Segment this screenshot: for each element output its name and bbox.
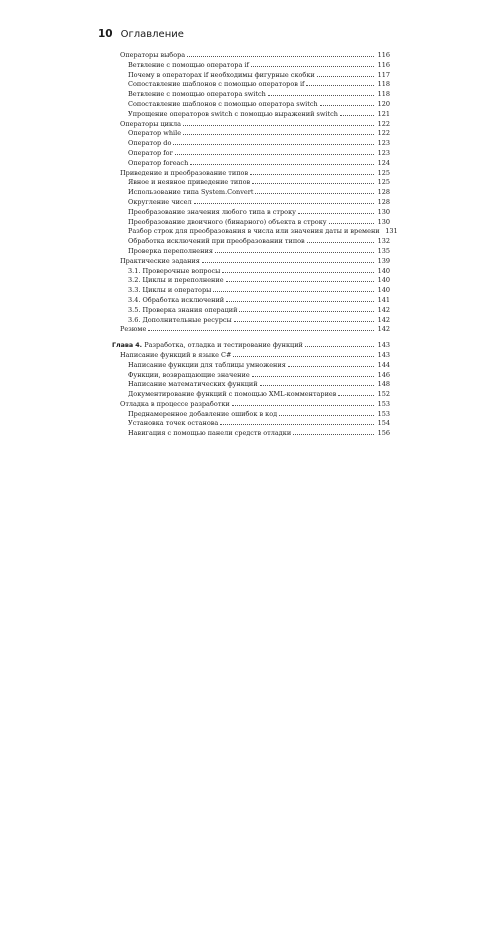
toc-entry <box>112 379 390 389</box>
toc-page-number: 128 <box>377 197 390 206</box>
toc-entry-title: Написание функции для таблицы умножения <box>128 360 286 369</box>
dot-leader <box>255 187 374 194</box>
dot-leader <box>329 217 374 224</box>
toc-entry-title: Документирование функций с помощью XML-комментариев <box>128 390 337 399</box>
toc-entry <box>112 350 390 360</box>
toc-entry-title: Явное и неявное приведение типов <box>128 178 251 187</box>
toc-entry <box>112 99 390 109</box>
toc-entry <box>112 109 390 119</box>
toc-entry-title: 3.4. Обработка исключений <box>128 295 225 304</box>
dot-leader <box>213 285 374 292</box>
toc-entry-title: Функции, возвращающие значение <box>128 370 250 379</box>
toc-page-number: 131 <box>385 227 398 236</box>
toc-entry-title: Установка точек останова <box>128 419 219 428</box>
dot-leader <box>220 418 374 425</box>
dot-leader <box>260 379 374 386</box>
toc-page-number: 128 <box>377 188 390 197</box>
toc-page-number: 116 <box>377 51 390 59</box>
dot-leader <box>148 324 374 331</box>
page-number: 10 <box>98 28 113 40</box>
dot-leader <box>175 148 374 155</box>
toc-entry-title: Обработка исключений при преобразовании типов <box>128 237 305 246</box>
toc-entry-title: Ветвление с помощью оператора if <box>128 60 249 69</box>
toc-entry <box>112 389 390 399</box>
dot-leader <box>320 99 374 106</box>
toc-page-number: 122 <box>377 129 390 138</box>
toc-entry-title: Упрощение операторов switch с помощью выражений switch <box>128 109 338 118</box>
dot-leader <box>202 256 374 263</box>
toc-entry-title: 3.3. Циклы и операторы <box>128 286 212 295</box>
toc-entry-title: Преобразование значения любого типа в строку <box>128 207 296 216</box>
toc-entry <box>112 168 390 178</box>
dot-leader <box>226 275 374 282</box>
toc-chapter-entry <box>112 340 390 350</box>
toc-entry-title: Оператор while <box>128 129 182 138</box>
toc-entry <box>112 256 390 266</box>
toc-entry-title: Ветвление с помощью оператора switch <box>128 90 266 99</box>
toc-entry-title: Практические задания <box>120 256 200 265</box>
toc-entry-title: 3.6. Дополнительные ресурсы <box>128 315 232 324</box>
toc-page-number: 118 <box>377 80 390 89</box>
toc-page-number: 130 <box>377 217 390 226</box>
toc-page-number: 153 <box>377 399 390 408</box>
toc-entry <box>112 360 390 370</box>
toc-entry <box>112 399 390 409</box>
toc-page-number: 148 <box>377 380 390 389</box>
toc-page-number: 153 <box>377 409 390 418</box>
toc-entry <box>112 324 390 334</box>
toc-entry <box>112 187 390 197</box>
dot-leader <box>173 138 374 145</box>
toc-entry <box>112 409 390 419</box>
toc-entry-title: Преднамеренное добавление ошибок в код <box>128 409 278 418</box>
toc-entry <box>112 226 398 236</box>
table-of-contents <box>112 50 398 438</box>
toc-entry <box>112 158 390 168</box>
toc-page-number: 121 <box>377 109 390 118</box>
dot-leader <box>288 360 374 367</box>
toc-entry <box>112 315 390 325</box>
toc-page-number: 140 <box>377 286 390 295</box>
toc-entry <box>112 236 390 246</box>
dot-leader <box>183 119 374 126</box>
toc-entry <box>112 79 390 89</box>
toc-entry-title: Написание функций в языке C# <box>120 350 232 359</box>
dot-leader <box>252 177 374 184</box>
toc-entry <box>112 50 390 60</box>
chapter-title: Разработка, отладка и тестирование функций <box>144 341 303 350</box>
toc-entry-title: Сопоставление шаблонов с помощью оператора switch <box>128 99 318 108</box>
toc-page-number: 140 <box>377 266 390 275</box>
dot-leader <box>183 128 374 135</box>
toc-page-number: 123 <box>377 139 390 148</box>
toc-entry <box>112 305 390 315</box>
toc-entry <box>112 207 390 217</box>
toc-page-number: 143 <box>377 341 390 350</box>
toc-entry <box>112 285 390 295</box>
toc-page-number: 144 <box>377 360 390 369</box>
toc-page-number: 125 <box>377 178 390 187</box>
toc-entry-title: Оператор do <box>128 139 172 148</box>
toc-page-number: 140 <box>377 276 390 285</box>
toc-page-number: 124 <box>377 158 390 167</box>
toc-page-number: 132 <box>377 237 390 246</box>
toc-entry-title: Оператор foreach <box>128 158 189 167</box>
toc-page-number: 122 <box>377 119 390 128</box>
toc-entry <box>112 60 390 70</box>
dot-leader <box>232 399 374 406</box>
toc-page-number: 123 <box>377 148 390 157</box>
page-header <box>98 28 184 42</box>
toc-page-number: 142 <box>377 305 390 314</box>
dot-leader <box>234 315 374 322</box>
toc-entry-title: Операторы выбора <box>120 51 186 59</box>
dot-leader <box>306 79 374 86</box>
toc-entry-title: Преобразование двоичного (бинарного) объекта в строку <box>128 217 327 226</box>
toc-page-number: 120 <box>377 99 390 108</box>
toc-page-number: 139 <box>377 256 390 265</box>
toc-entry <box>112 275 390 285</box>
toc-page-number: 125 <box>377 168 390 177</box>
toc-entry-title: Написание математических функций <box>128 380 258 389</box>
toc-entry <box>112 138 390 148</box>
toc-entry <box>112 428 390 438</box>
dot-leader <box>194 197 374 204</box>
dot-leader <box>222 266 374 273</box>
toc-page-number: 118 <box>377 90 390 99</box>
toc-page-number: 117 <box>377 70 390 79</box>
toc-page-number: 152 <box>377 390 390 399</box>
toc-page-number: 156 <box>377 429 390 438</box>
dot-leader <box>268 89 374 96</box>
toc-page-number: 142 <box>377 315 390 324</box>
toc-entry-title: 3.1. Проверочные вопросы <box>128 266 221 275</box>
dot-leader <box>226 295 374 302</box>
dot-leader <box>215 246 374 253</box>
toc-page-number: 146 <box>377 370 390 379</box>
toc-entry-title: Приведение и преобразование типов <box>120 168 249 177</box>
toc-entry-title: Сопоставление шаблонов с помощью операторов if <box>128 80 305 89</box>
toc-entry-title: Округление чисел <box>128 197 192 206</box>
toc-entry-title: Разбор строк для преобразования в числа или значения даты и времени <box>128 227 380 236</box>
dot-leader <box>317 70 374 77</box>
toc-entry <box>112 295 390 305</box>
dot-leader <box>279 409 374 416</box>
toc-entry-title: Резюме <box>120 325 147 334</box>
toc-entry-title: Почему в операторах if необходимы фигурные скобки <box>128 70 315 79</box>
dot-leader <box>338 389 374 396</box>
toc-page-number: 141 <box>377 295 390 304</box>
toc-entry-title: Использование типа System.Convert <box>128 188 254 197</box>
dot-leader <box>293 428 374 435</box>
toc-entry-title: Оператор for <box>128 148 173 157</box>
toc-entry <box>112 89 390 99</box>
toc-entry <box>112 119 390 129</box>
toc-entry-title: Отладка в процессе разработки <box>120 399 230 408</box>
toc-entry-title: 3.2. Циклы и переполнение <box>128 276 224 285</box>
dot-leader <box>340 109 374 116</box>
toc-page-number: 142 <box>377 325 390 334</box>
toc-entry <box>112 70 390 80</box>
toc-page-number: 143 <box>377 350 390 359</box>
dot-leader <box>233 350 374 357</box>
dot-leader <box>250 168 374 175</box>
dot-leader <box>307 236 374 243</box>
toc-entry <box>112 418 390 428</box>
toc-entry <box>112 266 390 276</box>
toc-entry-title: Операторы цикла <box>120 119 182 128</box>
toc-page-number: 116 <box>377 60 390 69</box>
toc-entry-title: Проверка переполнения <box>128 246 213 255</box>
toc-page-number: 154 <box>377 419 390 428</box>
toc-page-number: 130 <box>377 207 390 216</box>
toc-entry-title: 3.5. Проверка знания операций <box>128 305 238 314</box>
running-title: Оглавление <box>120 29 184 40</box>
dot-leader <box>305 340 374 347</box>
dot-leader <box>190 158 374 165</box>
toc-entry <box>112 370 390 380</box>
toc-entry <box>112 217 390 227</box>
toc-page-number: 135 <box>377 246 390 255</box>
toc-entry-title: Навигация с помощью панели средств отладки <box>128 429 292 438</box>
toc-entry <box>112 177 390 187</box>
dot-leader <box>298 207 374 214</box>
chapter-label: Глава 4. <box>112 342 145 350</box>
dot-leader <box>251 60 374 67</box>
toc-entry <box>112 197 390 207</box>
toc-entry <box>112 246 390 256</box>
toc-entry <box>112 148 390 158</box>
dot-leader <box>187 50 374 57</box>
dot-leader <box>239 305 374 312</box>
toc-entry <box>112 128 390 138</box>
dot-leader <box>252 370 374 377</box>
